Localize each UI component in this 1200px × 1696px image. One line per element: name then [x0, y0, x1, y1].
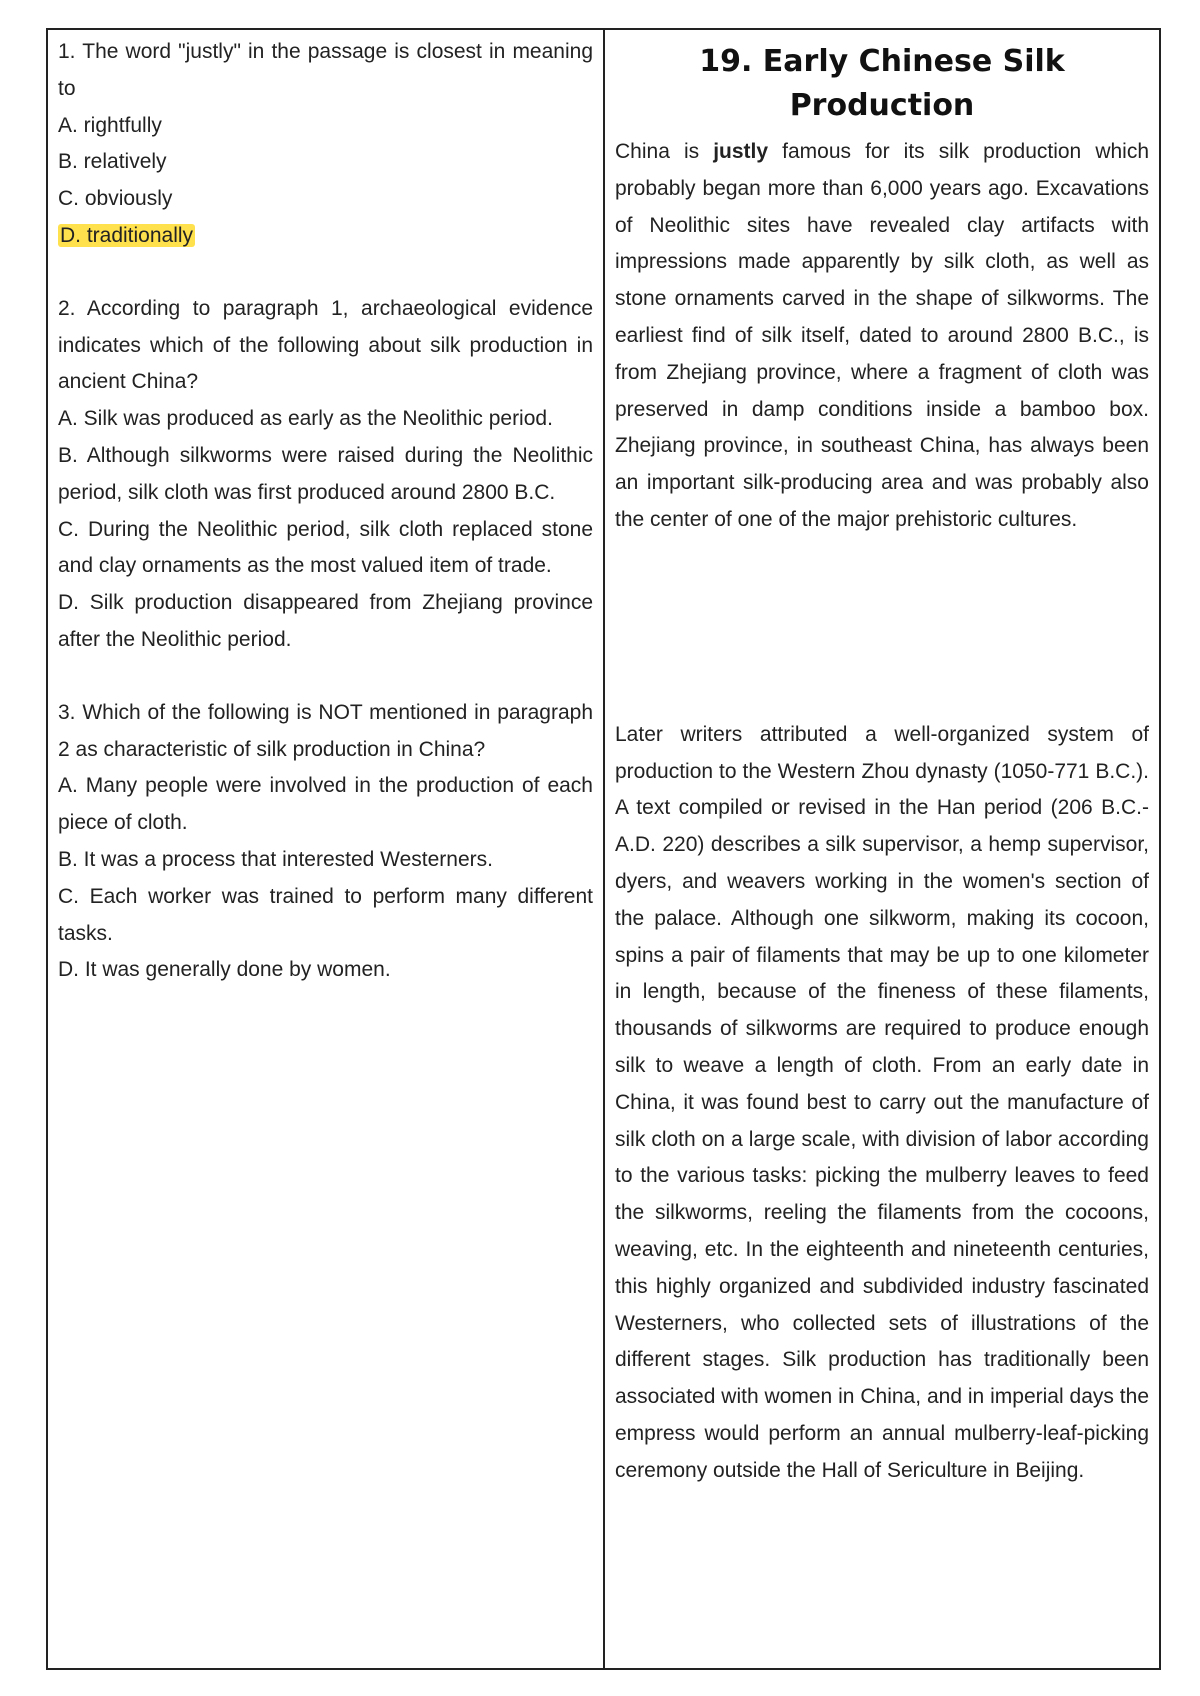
question-3 [58, 695, 593, 989]
passage-paragraph-1 [615, 134, 1149, 539]
question-stem: 3. Which of the following is NOT mentioned in paragraph 2 as characteristic of silk production in China? [58, 700, 593, 761]
passage-column [605, 30, 1159, 1668]
questions-column [48, 30, 605, 1668]
answer-option: B. relatively [58, 150, 167, 174]
bold-keyword: justly [713, 140, 769, 163]
paragraph-text: China is [615, 140, 714, 163]
answer-highlight: D. traditionally [60, 223, 194, 247]
paragraph-text: famous for its silk production which probably began more than 6,000 years ago. Excavations of Neolithic sites have revealed clay artifacts with impressions made apparently by silk cloth, as well as stone ornaments carved in the shape of silkworms. The earliest find of silk itself, dated to around 2800 B.C., is from Zhejiang province, where a fragment of cloth was preserved in damp conditions inside a bamboo box. Zhejiang province, in southeast China, has always been an important silk-producing area and was probably also the center of one of the major prehistoric cultures. [615, 140, 1150, 531]
answer-option: B. It was a process that interested Westerners. [58, 847, 493, 871]
answer-option: A. Silk was produced as early as the Neolithic period. [58, 407, 553, 431]
question-2 [58, 291, 593, 659]
answer-option: C. obviously [58, 187, 173, 211]
question-stem: 1. The word "justly" in the passage is closest in meaning to [58, 40, 593, 100]
answer-option: D. Silk production disappeared from Zhejiang province after the Neolithic period. [58, 591, 593, 651]
question-1 [58, 34, 593, 255]
passage-paragraph-2: Later writers attributed a well-organized system of production to the Western Zhou dynasty (1050-771 B.C.). A text compiled or revised in the Han period (206 B.C.-A.D. 220) describes a silk supervisor, a hemp supervisor, dyers, and weavers working in the women's section of the palace. Although one silkworm, making its cocoon, spins a pair of filaments that may be up to one kilometer in length, because of the fineness of these filaments, thousands of silkworms are required to produce enough silk to weave a length of cloth. From an early date in China, it was found best to carry out the manufacture of silk cloth on a large scale, with division of labor according to the various tasks: picking the mulberry leaves to feed the silkworms, reeling the filaments from the cocoons, weaving, etc. In the eighteenth and nineteenth centuries, this highly organized and subdivided industry fascinated Westerners, who collected sets of illustrations of the different stages. Silk production has traditionally been associated with women in China, and in imperial days the empress would perform an annual mulberry-leaf-picking ceremony outside the Hall of Sericulture in Beijing. [615, 722, 1149, 1482]
answer-option: C. During the Neolithic period, silk cloth replaced stone and clay ornaments as the most valued item of trade. [58, 517, 593, 578]
answer-option: D. It was generally done by women. [58, 958, 391, 982]
worksheet-table [46, 28, 1161, 1670]
answer-option: A. Many people were involved in the production of each piece of cloth. [58, 774, 593, 835]
answer-option: C. Each worker was trained to perform many different tasks. [58, 884, 593, 945]
answer-option: A. rightfully [58, 113, 162, 137]
answer-option: B. Although silkworms were raised during the Neolithic period, silk cloth was first produced around 2800 B.C. [58, 443, 593, 504]
passage-title: 19. Early Chinese Silk Production [699, 44, 1065, 123]
question-stem: 2. According to paragraph 1, archaeological evidence indicates which of the following about silk production in ancient China? [58, 296, 593, 394]
answer-option-highlighted [58, 218, 593, 255]
